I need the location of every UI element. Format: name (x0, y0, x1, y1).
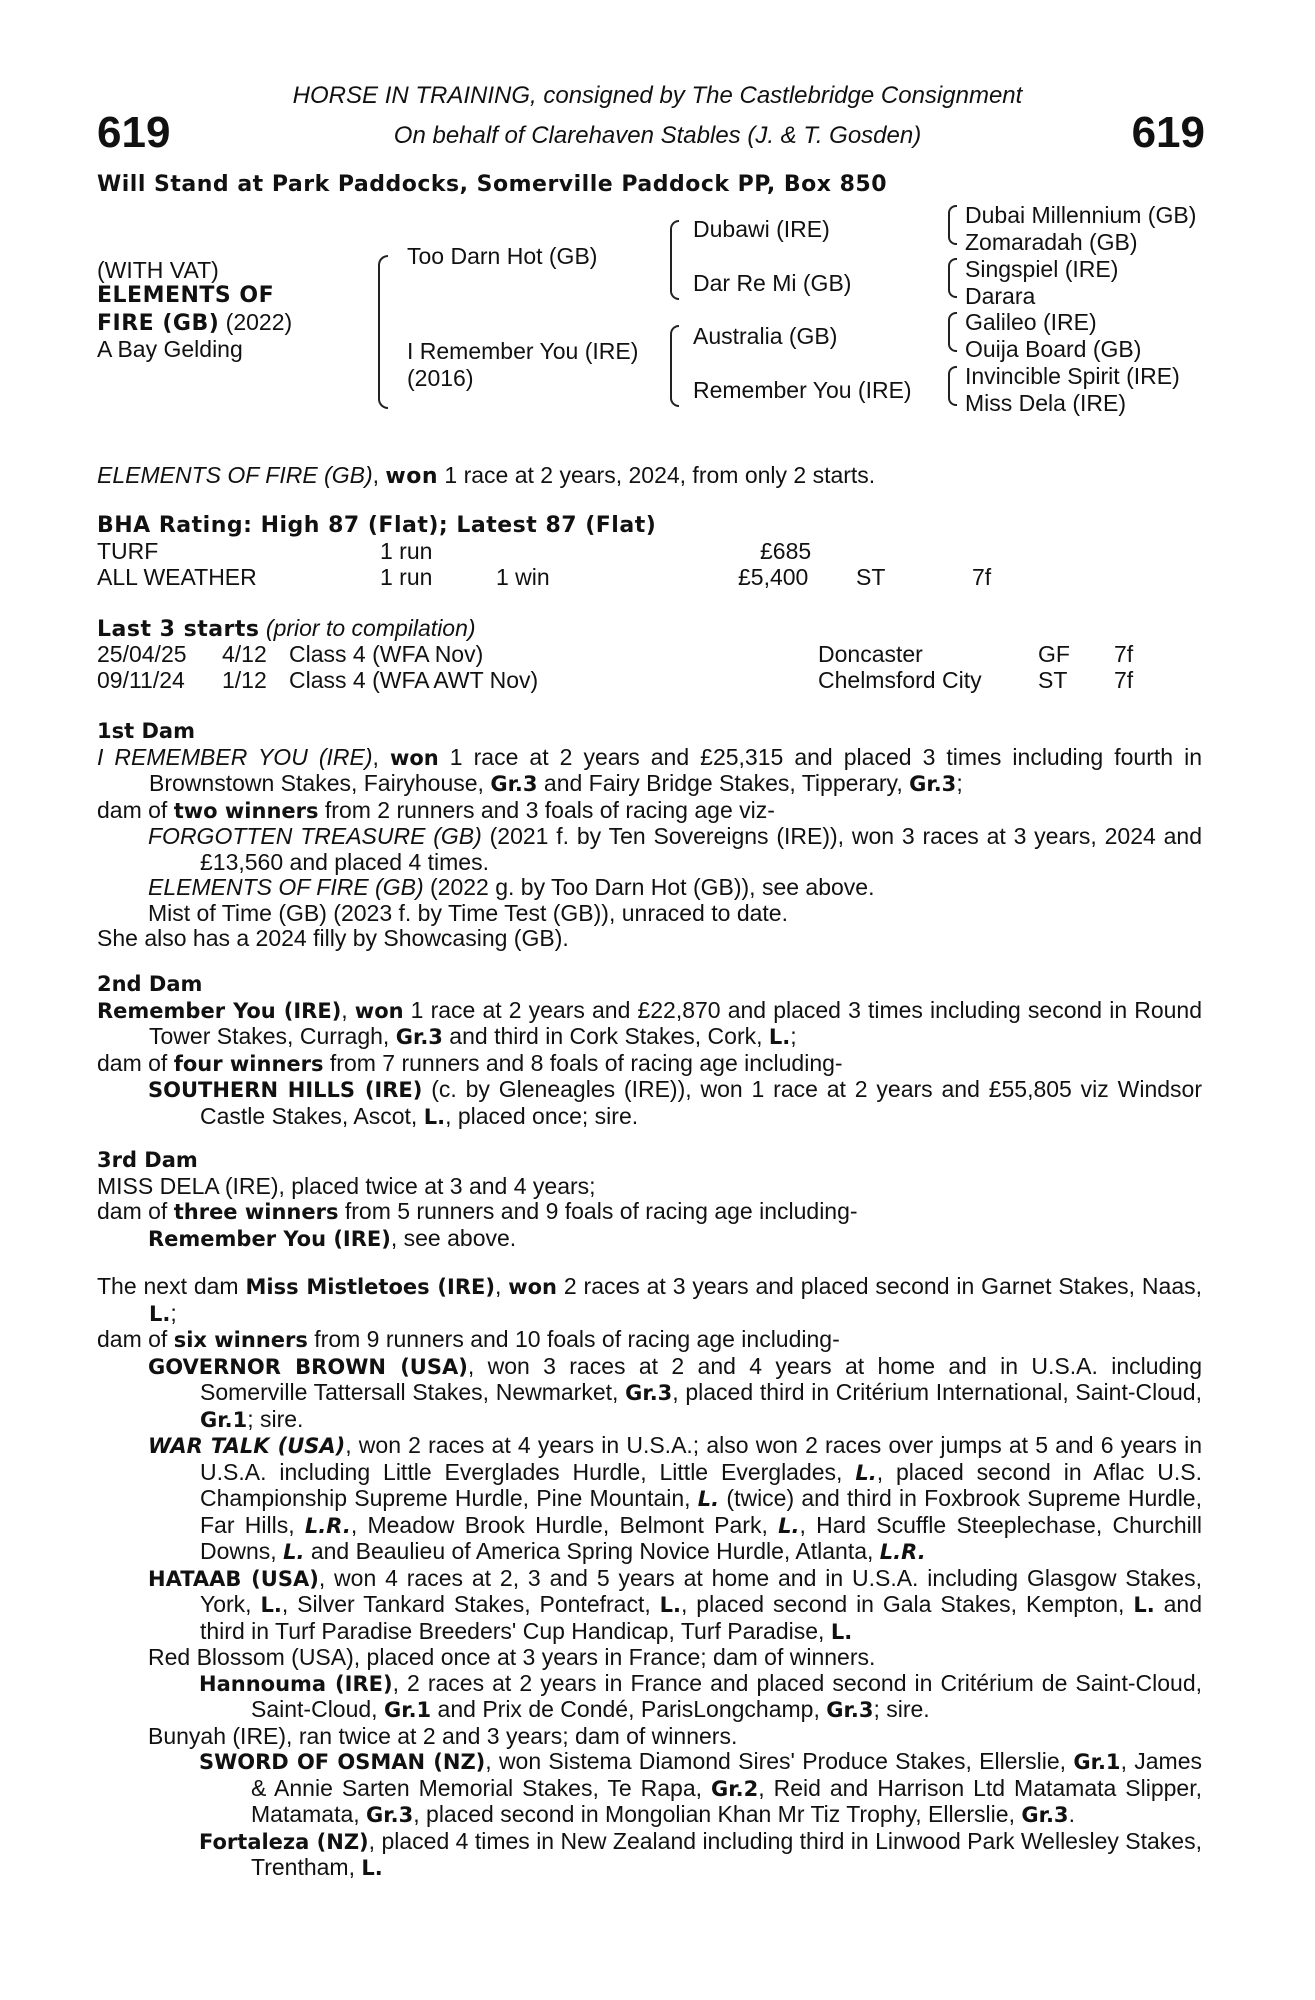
foal-bunyah: Bunyah (IRE), ran twice at 2 and 3 years; dam of winners. (148, 1722, 738, 1749)
pedigree-dam: I Remember You (IRE) (407, 338, 639, 364)
first-dam-foal-3: Mist of Time (GB) (2023 f. by Time Test (GB)), unraced to date. (148, 899, 788, 926)
second-dam-record: Remember You (IRE), won 1 race at 2 years and £22,870 and placed 3 times including second in Round Tower Stakes, Curragh, Gr.3 and third in Cork Stakes, Cork, L.; (97, 996, 1202, 1049)
pedigree-dsd: Ouija Board (GB) (965, 336, 1142, 362)
second-dam-foal-1: SOUTHERN HILLS (IRE) (c. by Gleneagles (IRE)), won 1 race at 2 years and £55,805 viz Windsor Castle Stakes, Ascot, L., placed once; sire. (148, 1076, 1202, 1129)
fourth-dam-section (97, 1274, 1202, 1882)
brace-dubawi (948, 205, 957, 245)
pedigree-dss: Galileo (IRE) (965, 309, 1097, 335)
start1-dist: 7f (1114, 641, 1134, 667)
third-dam-record: MISS DELA (IRE), placed twice at 3 and 4 years; (97, 1172, 596, 1199)
pedigree-dam-year: (2016) (407, 365, 474, 391)
start2-dist: 7f (1114, 667, 1134, 693)
pedigree-dam-dam: Remember You (IRE) (693, 377, 912, 403)
header-line2: On behalf of Clarehaven Stables (J. & T. Gosden) (393, 122, 922, 149)
first-dam-produce: dam of two winners from 2 runners and 3 foals of racing age viz- (97, 796, 775, 823)
brace-rememberyou (948, 366, 957, 406)
first-dam-record: I REMEMBER YOU (IRE), won 1 race at 2 years and £25,315 and placed 3 times including fourth in Brownstown Stakes, Fairyhouse, Gr.3 and Fairy Bridge Stakes, Tipperary, Gr.3; (97, 743, 1203, 796)
brace-darremi (948, 258, 957, 298)
rating-turf-surface: TURF (97, 538, 159, 564)
first-dam-section (97, 718, 1202, 952)
rating-turf-money: £685 (760, 538, 812, 564)
pedigree-brace-dam (670, 325, 679, 407)
start1-course: Doncaster (818, 641, 923, 667)
pedigree-brace-main (378, 255, 388, 409)
lot-number-right: 619 (1131, 108, 1205, 157)
third-dam-title: 3rd Dam (97, 1148, 198, 1172)
brace-australia (948, 312, 957, 352)
pedigree-dam-sire: Australia (GB) (693, 323, 838, 349)
foal-hataab: HATAAB (USA), won 4 races at 2, 3 and 5 years at home and in U.S.A. including Glasgow Stakes, York, L., Silver Tankard Stakes, Pontefract, L., placed second in Gala Stakes, Kempton, L. and third in Turf Paradise Breeders' Cup Handicap, Turf Paradise, L. (148, 1564, 1202, 1644)
rating-aw-dist: 7f (972, 564, 992, 590)
second-dam-produce: dam of four winners from 7 runners and 8 foals of racing age including- (97, 1049, 843, 1076)
foal-red-blossom: Red Blossom (USA), placed once at 3 years in France; dam of winners. (148, 1644, 876, 1670)
pedigree-ddd: Miss Dela (IRE) (965, 390, 1127, 416)
horse-name-line1: ELEMENTS OF (97, 283, 275, 308)
horse-description: A Bay Gelding (97, 336, 243, 362)
third-dam-section (97, 1147, 1202, 1252)
rating-title: BHA Rating: High 87 (Flat); Latest 87 (Flat) (97, 513, 657, 538)
pedigree-sire-sire: Dubawi (IRE) (693, 216, 830, 242)
rating-aw-wins: 1 win (496, 564, 550, 590)
horse-name-bold: FIRE (GB) (97, 311, 220, 336)
foal-governor-brown: GOVERNOR BROWN (USA), won 3 races at 2 and 4 years at home and in U.S.A. including Somerville Tattersall Stakes, Newmarket, Gr.3, placed third in Critérium International, Saint-Cloud, Gr.1; sire. (148, 1352, 1203, 1432)
pedigree-sire-dam: Dar Re Mi (GB) (693, 270, 852, 296)
pedigree-dds: Invincible Spirit (IRE) (965, 363, 1180, 389)
rating-turf-runs: 1 run (380, 538, 433, 564)
foal-fortaleza: Fortaleza (NZ), placed 4 times in New Zealand including third in Linwood Park Wellesley Stakes, Trentham, L. (199, 1827, 1202, 1880)
race-summary: ELEMENTS OF FIRE (GB), won 1 race at 2 years, 2024, from only 2 starts. (97, 462, 876, 489)
rating-aw-going: ST (856, 564, 886, 590)
pedigree-sss: Dubai Millennium (GB) (965, 202, 1197, 228)
first-dam-foal-1: FORGOTTEN TREASURE (GB) (2021 f. by Ten Sovereigns (IRE)), won 3 races at 3 years, 2024 and £13,560 and placed 4 times. (148, 823, 1202, 875)
foal-war-talk: WAR TALK (USA), won 2 races at 4 years in U.S.A.; also won 2 races over jumps at 5 and 6 years in U.S.A. including Little Everglades Hurdle, Little Everglades, L., placed second in Aflac U.S. Championship Supreme Hurdle, Pine Mountain, L. (twice) and third in Foxbrook Supreme Hurdle, Far Hills, L.R., Meadow Brook Hurdle, Belmont Park, L., Hard Scuffle Steeplechase, Churchill Downs, L. and Beaulieu of America Spring Novice Hurdle, Atlanta, L.R. (148, 1432, 1203, 1564)
stand-location: Will Stand at Park Paddocks, Somerville Paddock PP, Box 850 (97, 172, 888, 197)
rating-aw-money: £5,400 (738, 564, 809, 590)
start2-pos: 1/12 (222, 667, 267, 693)
start1-date: 25/04/25 (97, 641, 187, 667)
first-dam-foal-2: ELEMENTS OF FIRE (GB) (2022 g. by Too Darn Hot (GB)), see above. (148, 874, 875, 900)
horse-year: (2022) (219, 309, 293, 335)
foal-hannouma: Hannouma (IRE), 2 races at 2 years in France and placed second in Critérium de Saint-Cloud, Saint-Cloud, Gr.1 and Prix de Condé, ParisLongchamp, Gr.3; sire. (199, 1669, 1202, 1722)
start1-going: GF (1038, 641, 1070, 667)
pedigree-brace-sire (670, 220, 679, 300)
second-dam-section (97, 971, 1202, 1130)
lot-number-left: 619 (97, 108, 171, 157)
starts-title (97, 615, 476, 642)
start1-pos: 4/12 (222, 641, 267, 667)
rating-aw-runs: 1 run (380, 564, 433, 590)
summary-name: ELEMENTS OF FIRE (GB) (97, 462, 373, 488)
first-dam-title: 1st Dam (97, 719, 195, 743)
start2-date: 09/11/24 (97, 667, 185, 693)
pedigree-sdd: Darara (965, 283, 1036, 309)
vat-note: (WITH VAT) (97, 257, 219, 283)
start2-going: ST (1038, 667, 1068, 693)
fourth-dam-produce: dam of six winners from 9 runners and 10 foals of racing age including- (97, 1326, 840, 1352)
header-line1: HORSE IN TRAINING, consigned by The Castlebridge Consignment (292, 82, 1023, 109)
horse-name-line2 (97, 309, 292, 337)
fourth-dam-record: The next dam Miss Mistletoes (IRE), won 2 races at 3 years and placed second in Garnet Stakes, Naas, L.; (97, 1273, 1202, 1326)
start2-class: Class 4 (WFA AWT Nov) (289, 667, 539, 693)
first-dam-note: She also has a 2024 filly by Showcasing (GB). (97, 925, 569, 951)
rating-aw-surface: ALL WEATHER (97, 564, 257, 590)
summary-won: won (385, 464, 438, 489)
pedigree-ssd: Zomaradah (GB) (965, 229, 1138, 255)
pedigree-sire: Too Darn Hot (GB) (407, 243, 598, 269)
pedigree-sds: Singspiel (IRE) (965, 256, 1119, 282)
third-dam-produce: dam of three winners from 5 runners and 9 foals of racing age including- (97, 1198, 858, 1224)
third-dam-foal-1: Remember You (IRE), see above. (148, 1224, 517, 1251)
foal-sword-of-osman: SWORD OF OSMAN (NZ), won Sistema Diamond Sires' Produce Stakes, Ellerslie, Gr.1, James & Annie Sarten Memorial Stakes, Te Rapa, Gr.2, Reid and Harrison Ltd Matamata Slipper, Matamata, Gr.3, placed second in Mongolian Khan Mr Tiz Trophy, Ellerslie, Gr.3. (199, 1748, 1202, 1827)
start2-course: Chelmsford City (818, 667, 982, 693)
second-dam-title: 2nd Dam (97, 972, 203, 996)
start1-class: Class 4 (WFA Nov) (289, 641, 484, 667)
starts-title-bold: Last 3 starts (97, 617, 260, 642)
summary-rest: 1 race at 2 years, 2024, from only 2 starts. (438, 462, 876, 488)
starts-note: (prior to compilation) (259, 615, 476, 641)
